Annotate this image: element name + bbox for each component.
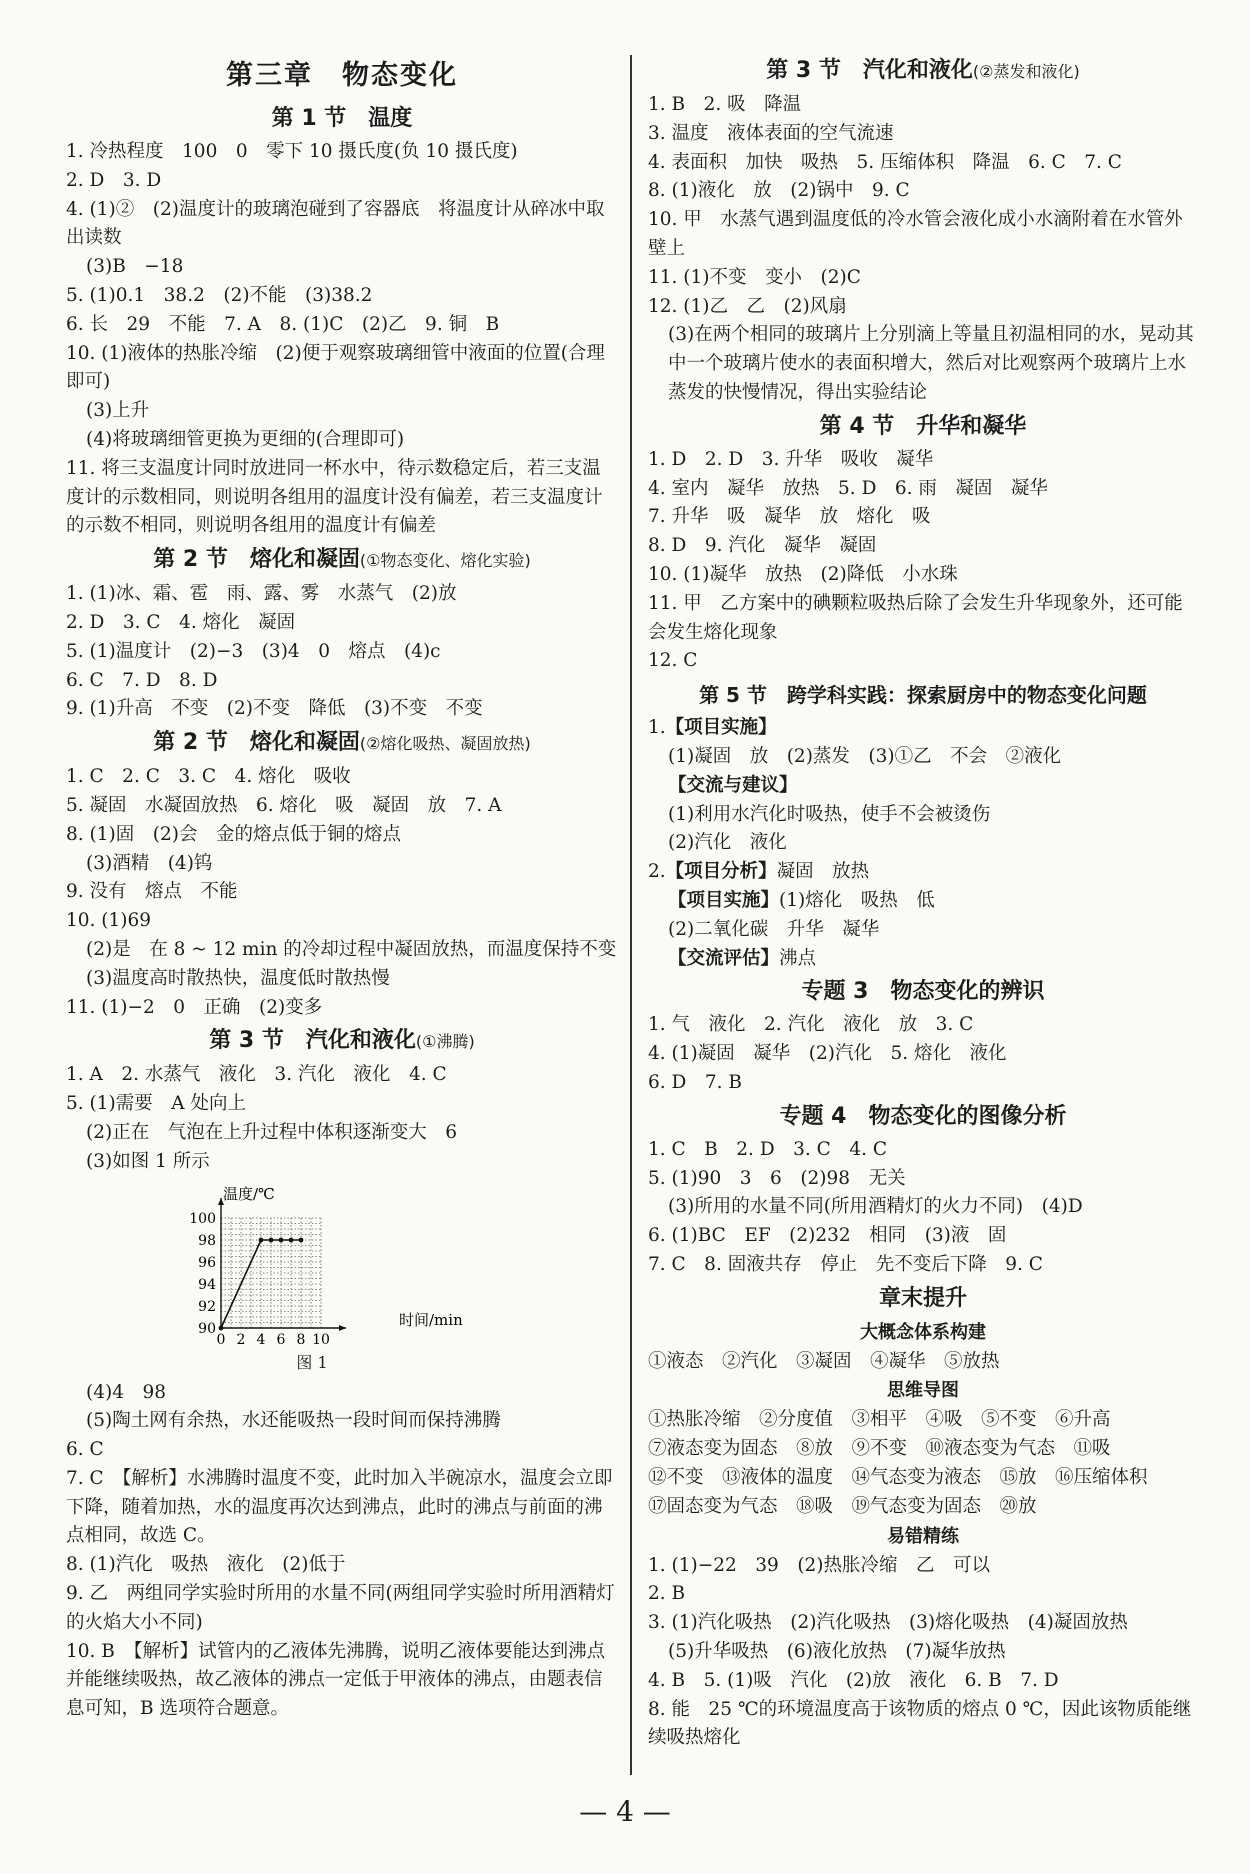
subsection-title: 思维导图 xyxy=(887,1380,959,1402)
section-title: 章末提升 xyxy=(878,1285,967,1311)
answer-line: 7. 升华 吸 凝华 放 熔化 吸 xyxy=(648,506,931,528)
data-point xyxy=(219,1325,224,1330)
tag-label: 【项目实施】 xyxy=(665,717,777,739)
section-title xyxy=(66,541,618,580)
answer-line: ⑦液态变为固态 ⑧放 ⑨不变 ⑩液态变为气态 ⑪吸 xyxy=(648,1438,1111,1460)
chart-grid xyxy=(221,1218,321,1328)
answer-line: (3)B −18 xyxy=(86,256,184,278)
section-title: 专题 4 物态变化的图像分析 xyxy=(779,1103,1067,1129)
data-point xyxy=(279,1237,284,1242)
x-tick-label: 8 xyxy=(296,1331,306,1348)
section-subtitle: (①物态变化、熔化实验) xyxy=(359,551,531,571)
section-subtitle: (①沸腾) xyxy=(415,1032,475,1052)
answer-line: 10. 甲 水蒸气遇到温度低的冷水管会液化成小水滴附着在水管外壁上 xyxy=(648,209,1183,259)
question-number: 2. xyxy=(648,861,666,883)
answer-line: 8. (1)液化 放 (2)锅中 9. C xyxy=(648,180,910,202)
column-divider xyxy=(630,55,632,1775)
x-tick-label: 4 xyxy=(256,1331,266,1348)
answer-line: 6. D 7. B xyxy=(648,1071,742,1093)
answer-line: 1. (1)−22 39 (2)热胀冷缩 乙 可以 xyxy=(648,1554,991,1576)
answer-line: 12. (1)乙 乙 (2)风扇 xyxy=(648,295,847,317)
section-title: 专题 3 物态变化的辨识 xyxy=(801,979,1045,1005)
answer-line: 2. B xyxy=(648,1583,686,1605)
x-tick-label: 0 xyxy=(216,1331,226,1348)
left-column xyxy=(66,52,618,1724)
section-title: 第 4 节 升华和凝华 xyxy=(819,413,1027,439)
section-subtitle: (②蒸发和液化) xyxy=(972,62,1080,81)
tag-label: 【项目实施】 xyxy=(668,889,780,911)
tag-label: 【交流与建议】 xyxy=(668,774,798,796)
answer-line: 11. (1)−2 0 正确 (2)变多 xyxy=(66,996,323,1018)
answer-line: 2. D 3. D xyxy=(66,169,162,191)
answer-line: (3)如图 1 所示 xyxy=(86,1150,210,1172)
data-point xyxy=(259,1237,264,1242)
answer-line: 4. 室内 凝华 放热 5. D 6. 雨 凝固 凝华 xyxy=(648,477,1048,499)
answer-line: (5)陶土网有余热，水还能吸热一段时间而保持沸腾 xyxy=(86,1410,501,1432)
y-tick-label: 94 xyxy=(198,1276,216,1293)
answer-line xyxy=(648,858,1198,887)
answer-line: 8. (1)固 (2)会 金的熔点低于铜的熔点 xyxy=(66,823,401,845)
answer-line: (3)所用的水量不同(所用酒精灯的火力不同) (4)D xyxy=(668,1196,1083,1218)
answer-line: ⑫不变 ⑬液体的温度 ⑭气态变为液态 ⑮放 ⑯压缩体积 xyxy=(648,1467,1148,1489)
answer-line: 8. 能 25 ℃的环境温度高于该物质的熔点 0 ℃，因此该物质能继续吸热熔化 xyxy=(648,1698,1192,1749)
data-point xyxy=(299,1237,304,1242)
tag-label: 【交流评估】 xyxy=(668,947,780,969)
x-tick-label: 10 xyxy=(312,1331,330,1348)
answer-text: (1)熔化 吸热 低 xyxy=(779,889,935,911)
answer-line: ⑰固态变为气态 ⑱吸 ⑲气态变为固态 ⑳放 xyxy=(648,1495,1037,1517)
chart-xlabel: 时间/min xyxy=(399,1310,463,1329)
answer-line: 9. 没有 熔点 不能 xyxy=(66,881,238,903)
answer-line xyxy=(648,945,1198,974)
figure-1-chart xyxy=(181,1183,481,1353)
answer-line: ①液态 ②汽化 ③凝固 ④凝华 ⑤放热 xyxy=(648,1350,1000,1372)
answer-line: (3)酒精 (4)钨 xyxy=(86,852,213,874)
y-tick-label: 92 xyxy=(198,1298,216,1315)
answer-line: 12. C xyxy=(648,650,698,672)
answer-line xyxy=(648,714,1198,743)
answer-text: 沸点 xyxy=(779,947,817,969)
answer-line: 4. 表面积 加快 吸热 5. 压缩体积 降温 6. C 7. C xyxy=(648,151,1122,173)
answer-line: 11. 将三支温度计同时放进同一杯水中，待示数稳定后，若三支温度计的示数相同，则说明各组用的温度计没有偏差，若三支温度计的示数不相同，则说明各组用的温度计有偏差 xyxy=(66,457,603,537)
answer-line: 10. (1)凝华 放热 (2)降低 小水珠 xyxy=(648,563,958,585)
section-title-text: 第 2 节 熔化和凝固 xyxy=(153,547,360,573)
x-tick-label: 6 xyxy=(276,1331,286,1348)
answer-line: 4. (1)凝固 凝华 (2)汽化 5. 熔化 液化 xyxy=(648,1043,1007,1065)
x-axis-arrow xyxy=(339,1325,346,1331)
answer-line: (1)利用水汽化时吸热，使手不会被烫伤 xyxy=(668,803,991,825)
right-column xyxy=(648,52,1198,1753)
answer-line: 6. (1)BC EF (2)232 相同 (3)液 固 xyxy=(648,1225,1007,1247)
answer-line xyxy=(648,887,1198,916)
answer-line: 5. (1)温度计 (2)−3 (3)4 0 熔点 (4)c xyxy=(66,640,441,662)
chapter-title: 第三章 物态变化 xyxy=(226,60,458,91)
page-number: — 4 — xyxy=(579,1795,671,1828)
answer-line: 3. (1)汽化吸热 (2)汽化吸热 (3)熔化吸热 (4)凝固放热 xyxy=(648,1612,1128,1634)
answer-line: (2)二氧化碳 升华 凝华 xyxy=(668,918,880,940)
figure-caption: 图 1 xyxy=(296,1352,328,1372)
answer-line: 11. 甲 乙方案中的碘颗粒吸热后除了会发生升华现象外，还可能会发生熔化现象 xyxy=(648,592,1183,643)
answer-line: 4. B 5. (1)吸 汽化 (2)放 液化 6. B 7. D xyxy=(648,1669,1059,1691)
answer-line: 7. C 【解析】水沸腾时温度不变，此时加入半碗凉水，温度会立即下降，随着加热，水的温度再次达到沸点，此时的沸点与前面的沸点相同，故选 C。 xyxy=(66,1467,613,1547)
section-title-text: 第 3 节 汽化和液化 xyxy=(209,1028,416,1054)
answer-line: 4. (1)② (2)温度计的玻璃泡碰到了容器底 将温度计从碎冰中取出读数 xyxy=(66,198,605,249)
answer-line: ①热胀冷缩 ②分度值 ③相平 ④吸 ⑤不变 ⑥升高 xyxy=(648,1409,1111,1431)
answer-line: 7. C 8. 固液共存 停止 先不变后下降 9. C xyxy=(648,1253,1043,1275)
answer-line: 9. 乙 两组同学实验时所用的水量不同(两组同学实验时所用酒精灯的火焰大小不同) xyxy=(66,1583,615,1633)
section-title-text: 第 2 节 熔化和凝固 xyxy=(153,730,360,756)
section-title-text: 第 3 节 汽化和液化 xyxy=(766,58,973,83)
section-title: 第 1 节 温度 xyxy=(271,106,413,131)
answer-line: (5)升华吸热 (6)液化放热 (7)凝华放热 xyxy=(668,1641,1006,1663)
answer-line: (4)4 98 xyxy=(86,1381,167,1403)
answer-line: (2)正在 气泡在上升过程中体积逐渐变大 6 xyxy=(86,1121,457,1143)
answer-line: 6. C xyxy=(66,1439,104,1461)
answer-line: (2)汽化 液化 xyxy=(668,832,787,854)
y-tick-label: 96 xyxy=(198,1254,216,1271)
answer-text: 凝固 放热 xyxy=(776,861,870,883)
answer-line: 6. 长 29 不能 7. A 8. (1)C (2)乙 9. 铜 B xyxy=(66,313,500,335)
section-title xyxy=(648,52,1198,91)
data-point xyxy=(289,1237,294,1242)
answer-line: 1. 气 液化 2. 汽化 液化 放 3. C xyxy=(648,1014,974,1036)
answer-line: 5. (1)90 3 6 (2)98 无关 xyxy=(648,1167,906,1189)
answer-line: (3)温度高时散热快，温度低时散热慢 xyxy=(86,967,390,989)
answer-line: 3. 温度 液体表面的空气流速 xyxy=(648,122,894,144)
y-tick-label: 100 xyxy=(189,1210,216,1227)
tag-label: 【项目分析】 xyxy=(665,861,777,883)
answer-line: 1. C B 2. D 3. C 4. C xyxy=(648,1138,888,1160)
answer-line: 8. (1)汽化 吸热 液化 (2)低于 xyxy=(66,1554,346,1576)
y-tick-label: 90 xyxy=(198,1320,216,1337)
answer-line: 11. (1)不变 变小 (2)C xyxy=(648,266,861,288)
answer-line: 8. D 9. 汽化 凝华 凝固 xyxy=(648,535,877,557)
answer-line: (3)在两个相同的玻璃片上分别滴上等量且初温相同的水，晃动其中一个玻璃片使水的表面积增大，然后对比观察两个玻璃片上水蒸发的快慢情况，得出实验结论 xyxy=(668,324,1194,403)
answer-line: (4)将玻璃细管更换为更细的(合理即可) xyxy=(86,428,405,450)
answer-line: 1. B 2. 吸 降温 xyxy=(648,94,802,115)
answer-line: 1. C 2. C 3. C 4. 熔化 吸收 xyxy=(66,766,351,788)
answer-line: 9. (1)升高 不变 (2)不变 降低 (3)不变 不变 xyxy=(66,698,483,720)
y-tick-label: 98 xyxy=(198,1232,216,1249)
x-tick-label: 2 xyxy=(236,1331,246,1348)
answer-line: 1. A 2. 水蒸气 液化 3. 汽化 液化 4. C xyxy=(66,1064,447,1086)
answer-line: 10. (1)液体的热胀冷缩 (2)便于观察玻璃细管中液面的位置(合理即可) xyxy=(66,342,605,393)
section-title xyxy=(66,1022,618,1061)
data-point xyxy=(269,1237,274,1242)
answer-line: 5. 凝固 水凝固放热 6. 熔化 吸 凝固 放 7. A xyxy=(66,794,502,816)
answer-line: 1. (1)冰、霜、雹 雨、露、雾 水蒸气 (2)放 xyxy=(66,583,457,605)
subsection-title: 大概念体系构建 xyxy=(860,1321,986,1343)
question-number: 1. xyxy=(648,717,666,739)
section-title: 第 5 节 跨学科实践：探索厨房中的物态变化问题 xyxy=(699,683,1147,708)
temperature-time-chart xyxy=(181,1183,481,1353)
section-subtitle: (②熔化吸热、凝固放热) xyxy=(359,734,531,754)
subsection-title: 易错精练 xyxy=(887,1525,959,1547)
answer-line: 1. 冷热程度 100 0 零下 10 摄氏度(负 10 摄氏度) xyxy=(66,141,518,162)
answer-line: 1. D 2. D 3. 升华 吸收 凝华 xyxy=(648,448,934,470)
answer-line: 2. D 3. C 4. 熔化 凝固 xyxy=(66,611,296,633)
answer-line: (2)是 在 8 ~ 12 min 的冷却过程中凝固放热，而温度保持不变 xyxy=(86,938,617,960)
answer-line: (3)上升 xyxy=(86,400,150,422)
answer-line: (1)凝固 放 (2)蒸发 (3)①乙 不会 ②液化 xyxy=(668,745,1062,767)
chart-ylabel: 温度/℃ xyxy=(223,1184,275,1203)
answer-line: 10. (1)69 xyxy=(66,910,152,932)
answer-line: 5. (1)0.1 38.2 (2)不能 (3)38.2 xyxy=(66,284,373,306)
section-title xyxy=(66,724,618,763)
answer-line: 5. (1)需要 A 处向上 xyxy=(66,1093,246,1115)
answer-line: 10. B 【解析】试管内的乙液体先沸腾，说明乙液体要能达到沸点并能继续吸热，故乙液体的沸点一定低于甲液体的沸点，由题表信息可知，B 选项符合题意。 xyxy=(66,1640,606,1720)
answer-line: 6. C 7. D 8. D xyxy=(66,669,218,691)
